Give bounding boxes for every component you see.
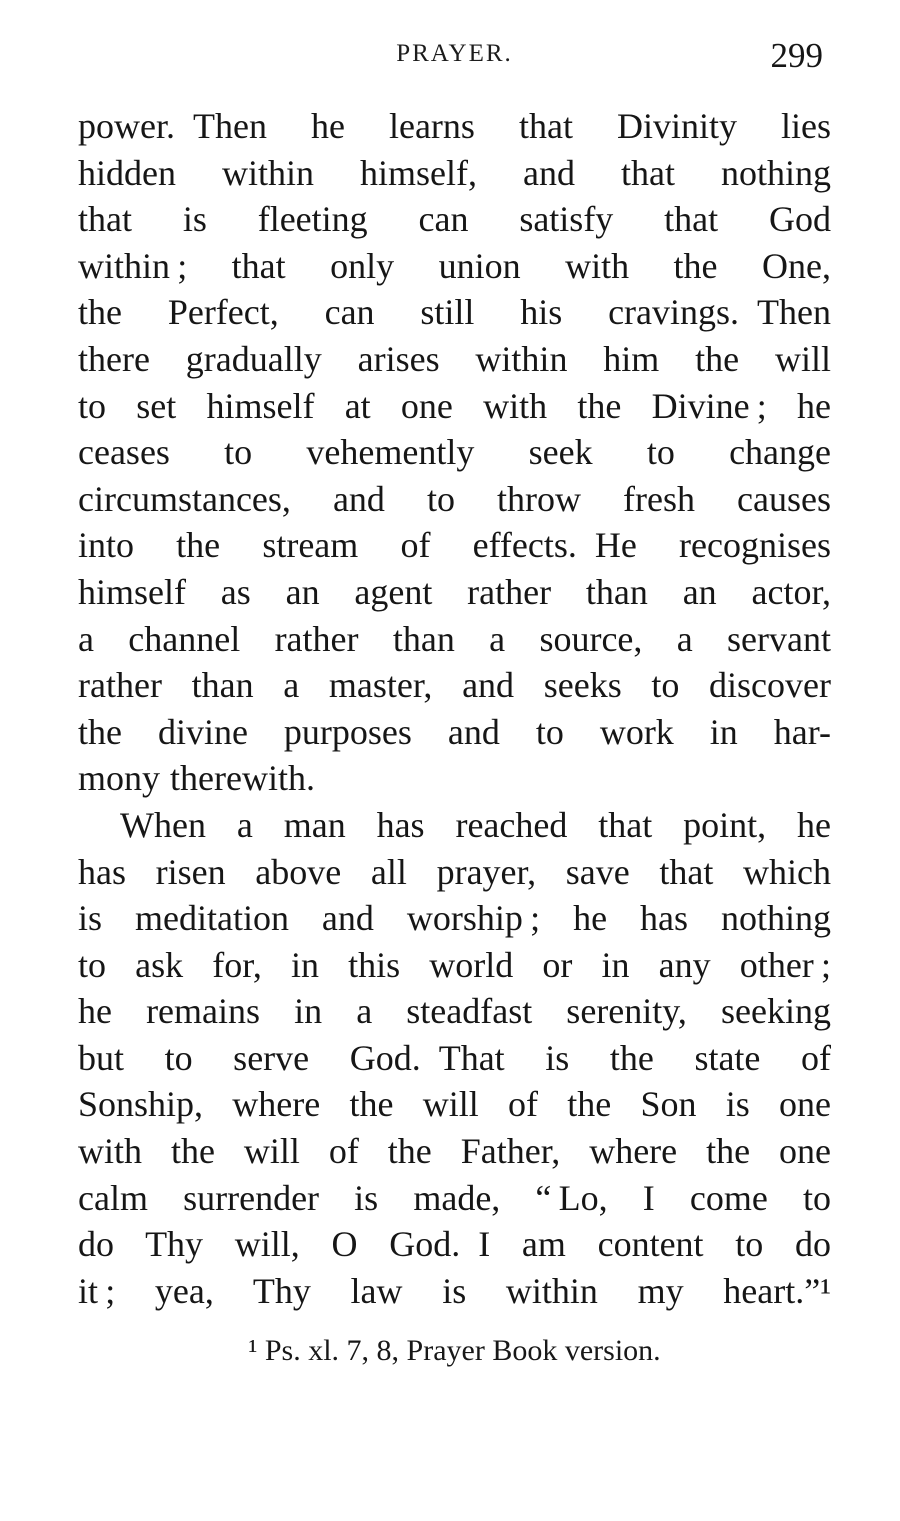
text-line: power. Then he learns that Divinity lies	[78, 106, 831, 146]
text-line: do Thy will, O God. I am content to do	[78, 1224, 831, 1265]
text-line: but to serve God. That is the state of	[78, 1037, 831, 1078]
running-title: PRAYER.	[396, 40, 513, 67]
running-header	[78, 36, 831, 80]
text-line: calm surrender is made, “ Lo, I come to	[78, 1177, 831, 1218]
text-line: it ; yea, Thy law is within my heart.”¹	[78, 1270, 831, 1311]
text-line: rather than a master, and seeks to discover	[78, 665, 831, 706]
text-line-paragraph-start: When a man has reached that point, he	[120, 804, 831, 845]
text-line: ceases to vehemently seek to change	[78, 432, 831, 473]
text-line: within ; that only union with the One,	[78, 245, 831, 286]
text-line-paragraph-end: mony therewith.	[78, 758, 315, 799]
text-line: the Perfect, can still his cravings. Then	[78, 292, 831, 333]
text-line: the divine purposes and to work in har-	[78, 711, 831, 752]
text-line: himself as an agent rather than an actor,	[78, 571, 831, 612]
text-line: Sonship, where the will of the Son is one	[78, 1084, 831, 1125]
text-line: with the will of the Father, where the one	[78, 1131, 831, 1172]
page-number: 299	[770, 36, 823, 75]
text-line: to ask for, in this world or in any other ;	[78, 944, 831, 985]
text-line: that is fleeting can satisfy that God	[78, 199, 831, 240]
text-line: circumstances, and to throw fresh causes	[78, 478, 831, 519]
text-line: into the stream of effects. He recognises	[78, 525, 831, 566]
body-text	[78, 103, 831, 1314]
text-line: to set himself at one with the Divine ; he	[78, 385, 831, 426]
text-line: there gradually arises within him the will	[78, 338, 831, 379]
text-line: hidden within himself, and that nothing	[78, 152, 831, 193]
text-line: a channel rather than a source, a servant	[78, 618, 831, 659]
text-line: is meditation and worship ; he has nothing	[78, 898, 831, 939]
text-line: has risen above all prayer, save that which	[78, 851, 831, 892]
text-line: he remains in a steadfast serenity, seeking	[78, 991, 831, 1032]
footnote: ¹ Ps. xl. 7, 8, Prayer Book version.	[248, 1334, 661, 1367]
